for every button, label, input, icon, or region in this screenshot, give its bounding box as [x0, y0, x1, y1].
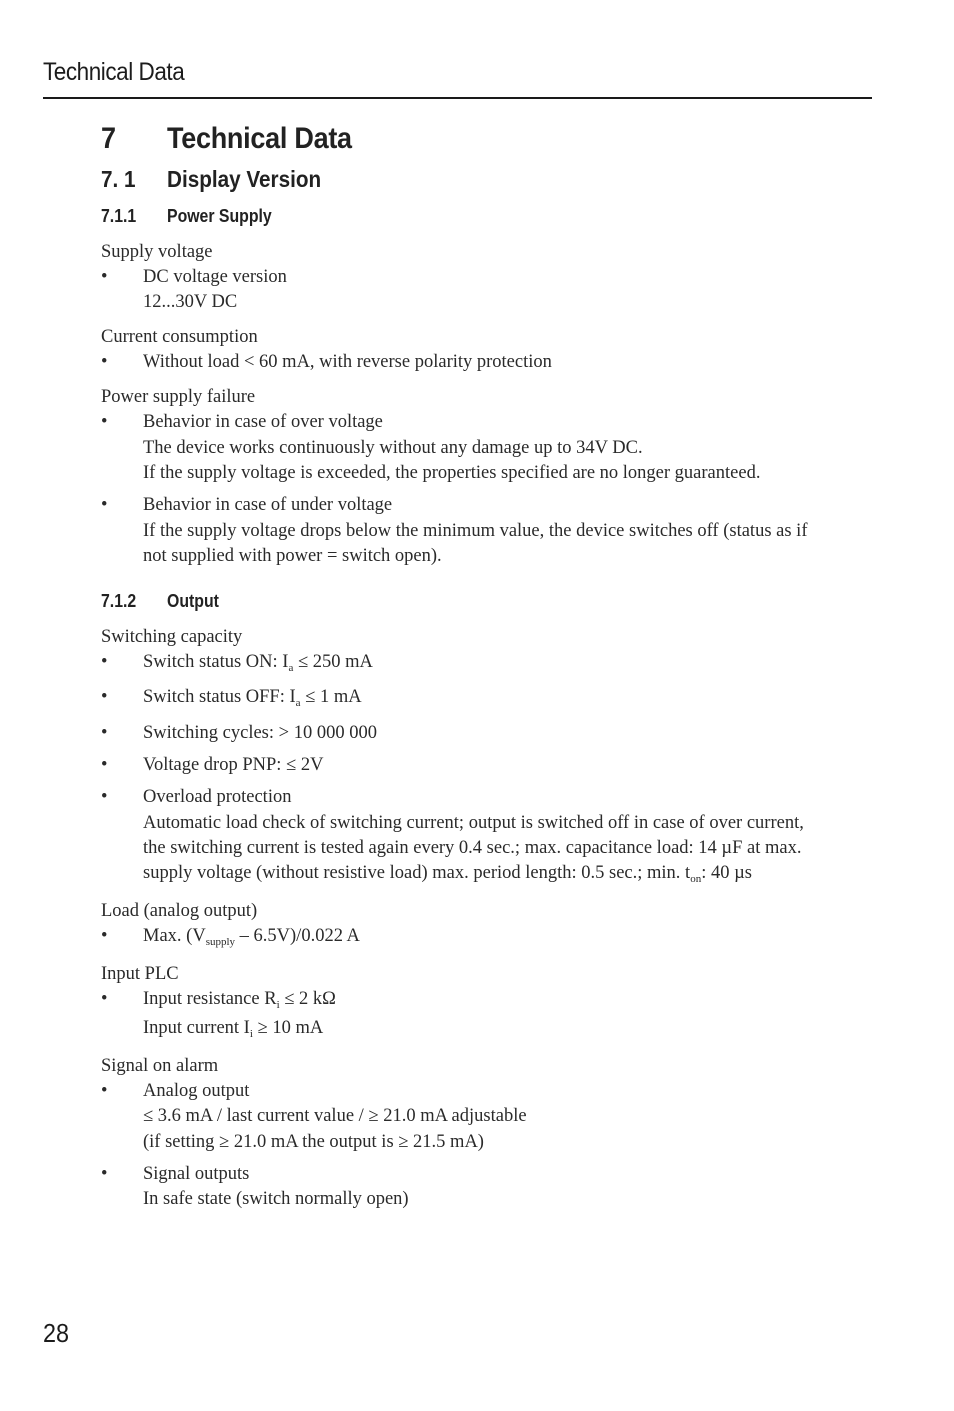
page-number: 28 [43, 1318, 70, 1348]
subscript: supply [205, 936, 236, 948]
bullet-marker: • [101, 989, 108, 1009]
text-segment: Switch status ON: I [143, 652, 289, 672]
list-item [143, 987, 336, 1012]
list-item: Without load < 60 mA, with reverse polarity protection [143, 352, 552, 372]
bullet-marker: • [101, 495, 108, 515]
bullet-marker: • [101, 723, 108, 743]
text-segment: Max. (V [143, 926, 206, 946]
subscript: i [276, 999, 280, 1011]
list-item-detail [143, 861, 752, 886]
list-item-detail: If the supply voltage is exceeded, the properties specified are no longer guaranteed. [143, 463, 761, 483]
list-item: Switching cycles: > 10 000 000 [143, 723, 377, 743]
list-item-detail: The device works continuously without any damage up to 34V DC. [143, 438, 643, 458]
list-item: Behavior in case of over voltage [143, 412, 383, 432]
list-item-detail: ≤ 3.6 mA / last current value / ≥ 21.0 mA adjustable [143, 1106, 527, 1126]
text-segment: – 6.5V)/0.022 A [235, 926, 360, 946]
list-item-detail: If the supply voltage drops below the minimum value, the device switches off (status as if [143, 521, 808, 541]
list-item-detail: the switching current is tested again every 0.4 sec.; max. capacitance load: 14 µF at max. [143, 838, 802, 858]
text-segment: ≤ 250 mA [293, 652, 373, 672]
text-segment: ≥ 10 mA [252, 1018, 324, 1038]
bullet-marker: • [101, 755, 108, 775]
bullet-marker: • [101, 652, 108, 672]
list-item: Voltage drop PNP: ≤ 2V [143, 755, 324, 775]
list-item-detail: not supplied with power = switch open). [143, 546, 442, 566]
list-item [143, 924, 360, 949]
bullet-marker: • [101, 352, 108, 372]
text-segment: Input current I [143, 1018, 250, 1038]
group-label-input-plc: Input PLC [101, 964, 179, 984]
list-item: Signal outputs [143, 1164, 250, 1184]
list-item [143, 685, 362, 710]
subscript: i [249, 1028, 253, 1040]
list-item-detail: (if setting ≥ 21.0 mA the output is ≥ 21.5 mA) [143, 1132, 484, 1152]
text-segment: ≤ 1 mA [300, 687, 362, 707]
group-label-load: Load (analog output) [101, 901, 258, 921]
group-label-signal-on-alarm: Signal on alarm [101, 1056, 219, 1076]
running-header: Technical Data [43, 58, 185, 86]
bullet-marker: • [101, 412, 108, 432]
list-item: Behavior in case of under voltage [143, 495, 393, 515]
group-label-power-supply-failure: Power supply failure [101, 387, 256, 407]
chapter-number: 7 [101, 122, 116, 155]
chapter-title: Technical Data [167, 122, 352, 155]
list-item-detail: Automatic load check of switching current; output is switched off in case of over current, [143, 813, 804, 833]
section-number: 7. 1 [101, 166, 136, 192]
text-segment: Input resistance R [143, 989, 277, 1009]
subscript: a [295, 697, 301, 709]
group-label-switching-capacity: Switching capacity [101, 627, 243, 647]
list-item-detail: 12...30V DC [143, 292, 238, 312]
group-label-current-consumption: Current consumption [101, 327, 258, 347]
group-label-supply-voltage: Supply voltage [101, 242, 213, 262]
subsection-title: Power Supply [167, 206, 272, 226]
list-item: Overload protection [143, 787, 292, 807]
text-segment: Switch status OFF: I [143, 687, 296, 707]
bullet-marker: • [101, 1164, 108, 1184]
list-item-detail [143, 1016, 323, 1041]
subsection-number: 7.1.2 [101, 591, 137, 611]
list-item [143, 650, 373, 675]
bullet-marker: • [101, 926, 108, 946]
subscript: a [288, 662, 294, 674]
section-title: Display Version [167, 166, 322, 192]
text-segment: supply voltage (without resistive load) max. period length: 0.5 sec.; min. t [143, 863, 691, 883]
list-item: Analog output [143, 1081, 250, 1101]
subsection-title: Output [167, 591, 219, 611]
subsection-number: 7.1.1 [101, 206, 137, 226]
bullet-marker: • [101, 267, 108, 287]
text-segment: : 40 µs [701, 863, 752, 883]
bullet-marker: • [101, 1081, 108, 1101]
bullet-marker: • [101, 687, 108, 707]
text-segment: ≤ 2 kΩ [279, 989, 336, 1009]
list-item-detail: In safe state (switch normally open) [143, 1189, 409, 1209]
list-item: DC voltage version [143, 267, 287, 287]
header-divider [43, 97, 872, 99]
bullet-marker: • [101, 787, 108, 807]
subscript: on [690, 873, 702, 885]
